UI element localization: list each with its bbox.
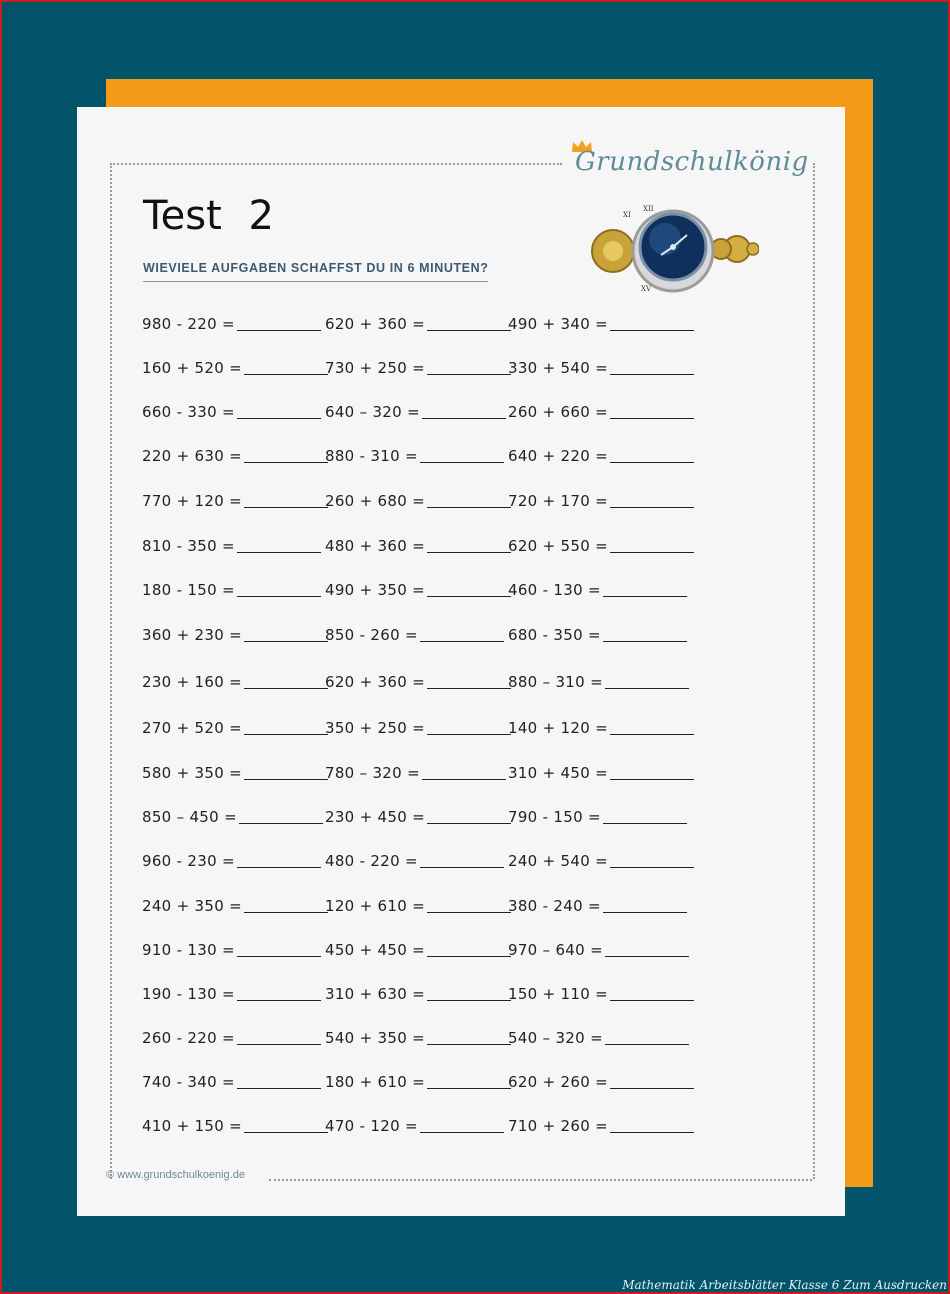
math-task [142, 1029, 321, 1051]
answer-blank[interactable] [237, 582, 321, 597]
answer-blank[interactable] [237, 1030, 321, 1045]
math-task [508, 941, 689, 963]
math-task [142, 626, 328, 648]
answer-blank[interactable] [605, 674, 689, 689]
task-expression: 960 - 230 = [142, 852, 235, 870]
answer-blank[interactable] [422, 765, 506, 780]
answer-blank[interactable] [237, 1074, 321, 1089]
math-task [508, 403, 694, 425]
math-task [325, 852, 504, 874]
answer-blank[interactable] [427, 360, 511, 375]
task-expression: 660 - 330 = [142, 403, 235, 421]
task-expression: 150 + 110 = [508, 985, 609, 1003]
answer-blank[interactable] [244, 360, 328, 375]
math-task [142, 719, 328, 741]
math-task [325, 1029, 511, 1051]
math-task [508, 673, 689, 695]
answer-blank[interactable] [427, 493, 511, 508]
math-task [508, 537, 694, 559]
answer-blank[interactable] [237, 942, 321, 957]
worksheet-page [77, 107, 845, 1216]
task-expression: 640 – 320 = [325, 403, 420, 421]
math-task [325, 626, 504, 648]
math-task [142, 852, 321, 874]
answer-blank[interactable] [427, 582, 511, 597]
answer-blank[interactable] [244, 765, 328, 780]
task-expression: 480 + 360 = [325, 537, 426, 555]
answer-blank[interactable] [244, 898, 328, 913]
instruction-subtitle: WIEVIELE AUFGABEN SCHAFFST DU IN 6 MINUTEN? [143, 261, 488, 282]
arithmetic-task-grid [77, 107, 845, 1216]
math-task [325, 897, 511, 919]
task-expression: 230 + 160 = [142, 673, 243, 691]
math-task [142, 1073, 321, 1095]
math-task [142, 941, 321, 963]
math-task [325, 764, 506, 786]
answer-blank[interactable] [237, 986, 321, 1001]
clock-numeral: XII [643, 205, 654, 213]
answer-blank[interactable] [610, 1118, 694, 1133]
answer-blank[interactable] [610, 1074, 694, 1089]
task-expression: 380 - 240 = [508, 897, 601, 915]
answer-blank[interactable] [244, 674, 328, 689]
answer-blank[interactable] [605, 942, 689, 957]
task-expression: 260 + 660 = [508, 403, 609, 421]
math-task [325, 1117, 504, 1139]
answer-blank[interactable] [610, 448, 694, 463]
answer-blank[interactable] [420, 1118, 504, 1133]
answer-blank[interactable] [610, 720, 694, 735]
answer-blank[interactable] [427, 898, 511, 913]
task-expression: 540 + 350 = [325, 1029, 426, 1047]
answer-blank[interactable] [237, 404, 321, 419]
task-expression: 230 + 450 = [325, 808, 426, 826]
task-expression: 850 - 260 = [325, 626, 418, 644]
task-expression: 260 - 220 = [142, 1029, 235, 1047]
answer-blank[interactable] [603, 898, 687, 913]
answer-blank[interactable] [427, 942, 511, 957]
answer-blank[interactable] [605, 1030, 689, 1045]
math-task [508, 764, 694, 786]
math-task [508, 985, 694, 1007]
answer-blank[interactable] [427, 1074, 511, 1089]
brand-name: Grundschulkönig [575, 147, 809, 177]
task-expression: 580 + 350 = [142, 764, 243, 782]
answer-blank[interactable] [420, 627, 504, 642]
task-expression: 190 - 130 = [142, 985, 235, 1003]
task-expression: 810 - 350 = [142, 537, 235, 555]
math-task [508, 315, 694, 337]
math-task [325, 673, 511, 695]
math-task [325, 808, 511, 830]
answer-blank[interactable] [427, 809, 511, 824]
math-task [142, 492, 328, 514]
math-task [508, 808, 687, 830]
answer-blank[interactable] [427, 674, 511, 689]
task-expression: 620 + 360 = [325, 315, 426, 333]
task-expression: 740 - 340 = [142, 1073, 235, 1091]
task-expression: 910 - 130 = [142, 941, 235, 959]
math-task [508, 581, 687, 603]
footer-copyright: © www.grundschulkoenig.de [106, 1169, 245, 1181]
answer-blank[interactable] [427, 538, 511, 553]
task-expression: 620 + 260 = [508, 1073, 609, 1091]
answer-blank[interactable] [610, 538, 694, 553]
answer-blank[interactable] [610, 765, 694, 780]
answer-blank[interactable] [603, 582, 687, 597]
answer-blank[interactable] [610, 986, 694, 1001]
task-expression: 790 - 150 = [508, 808, 601, 826]
math-task [508, 1117, 694, 1139]
math-task [142, 581, 321, 603]
task-expression: 350 + 250 = [325, 719, 426, 737]
math-task [508, 1029, 689, 1051]
math-task [325, 447, 504, 469]
answer-blank[interactable] [237, 538, 321, 553]
answer-blank[interactable] [244, 1118, 328, 1133]
image-caption: Mathematik Arbeitsblätter Klasse 6 Zum Ausdrucken [622, 1278, 947, 1292]
math-task [508, 1073, 694, 1095]
answer-blank[interactable] [237, 853, 321, 868]
task-expression: 120 + 610 = [325, 897, 426, 915]
math-task [325, 359, 511, 381]
task-expression: 470 - 120 = [325, 1117, 418, 1135]
math-task [325, 581, 511, 603]
math-task [142, 764, 328, 786]
answer-blank[interactable] [244, 493, 328, 508]
page-title: Test 2 [143, 193, 274, 239]
task-expression: 850 – 450 = [142, 808, 237, 826]
math-task [142, 537, 321, 559]
math-task [142, 315, 321, 337]
math-task [325, 941, 511, 963]
task-expression: 720 + 170 = [508, 492, 609, 510]
clock-numeral: XI [623, 211, 631, 219]
math-task [508, 492, 694, 514]
task-expression: 730 + 250 = [325, 359, 426, 377]
task-expression: 460 - 130 = [508, 581, 601, 599]
task-expression: 540 – 320 = [508, 1029, 603, 1047]
answer-blank[interactable] [420, 853, 504, 868]
math-task [142, 897, 328, 919]
task-expression: 360 + 230 = [142, 626, 243, 644]
math-task [142, 985, 321, 1007]
task-expression: 310 + 450 = [508, 764, 609, 782]
task-expression: 980 - 220 = [142, 315, 235, 333]
task-expression: 880 - 310 = [325, 447, 418, 465]
answer-blank[interactable] [610, 316, 694, 331]
math-task [325, 537, 511, 559]
task-expression: 490 + 340 = [508, 315, 609, 333]
task-expression: 450 + 450 = [325, 941, 426, 959]
answer-blank[interactable] [244, 448, 328, 463]
task-expression: 620 + 360 = [325, 673, 426, 691]
task-expression: 970 – 640 = [508, 941, 603, 959]
answer-blank[interactable] [422, 404, 506, 419]
task-expression: 240 + 540 = [508, 852, 609, 870]
answer-blank[interactable] [427, 316, 511, 331]
task-expression: 880 – 310 = [508, 673, 603, 691]
task-expression: 710 + 260 = [508, 1117, 609, 1135]
answer-blank[interactable] [244, 720, 328, 735]
task-expression: 240 + 350 = [142, 897, 243, 915]
math-task [142, 673, 328, 695]
math-task [508, 852, 694, 874]
task-expression: 680 - 350 = [508, 626, 601, 644]
task-expression: 260 + 680 = [325, 492, 426, 510]
answer-blank[interactable] [603, 627, 687, 642]
math-task [508, 359, 694, 381]
answer-blank[interactable] [603, 809, 687, 824]
answer-blank[interactable] [420, 448, 504, 463]
math-task [325, 315, 511, 337]
math-task [142, 403, 321, 425]
task-expression: 180 + 610 = [325, 1073, 426, 1091]
math-task [142, 808, 323, 830]
task-expression: 180 - 150 = [142, 581, 235, 599]
math-task [508, 447, 694, 469]
task-expression: 310 + 630 = [325, 985, 426, 1003]
answer-blank[interactable] [244, 627, 328, 642]
answer-blank[interactable] [427, 1030, 511, 1045]
math-task [508, 626, 687, 648]
answer-blank[interactable] [610, 360, 694, 375]
math-task [325, 1073, 511, 1095]
answer-blank[interactable] [610, 853, 694, 868]
task-expression: 480 - 220 = [325, 852, 418, 870]
math-task [142, 447, 328, 469]
clock-numeral: XV [641, 285, 652, 293]
answer-blank[interactable] [427, 720, 511, 735]
task-expression: 780 – 320 = [325, 764, 420, 782]
task-expression: 330 + 540 = [508, 359, 609, 377]
math-task [325, 492, 511, 514]
task-expression: 620 + 550 = [508, 537, 609, 555]
answer-blank[interactable] [427, 986, 511, 1001]
task-expression: 770 + 120 = [142, 492, 243, 510]
task-expression: 160 + 520 = [142, 359, 243, 377]
task-expression: 410 + 150 = [142, 1117, 243, 1135]
math-task [142, 359, 328, 381]
task-expression: 140 + 120 = [508, 719, 609, 737]
math-task [325, 985, 511, 1007]
math-task [508, 897, 687, 919]
answer-blank[interactable] [237, 316, 321, 331]
math-task [325, 403, 506, 425]
math-task [508, 719, 694, 741]
task-expression: 490 + 350 = [325, 581, 426, 599]
answer-blank[interactable] [239, 809, 323, 824]
task-expression: 270 + 520 = [142, 719, 243, 737]
answer-blank[interactable] [610, 493, 694, 508]
task-expression: 220 + 630 = [142, 447, 243, 465]
task-expression: 640 + 220 = [508, 447, 609, 465]
math-task [142, 1117, 328, 1139]
math-task [325, 719, 511, 741]
answer-blank[interactable] [610, 404, 694, 419]
